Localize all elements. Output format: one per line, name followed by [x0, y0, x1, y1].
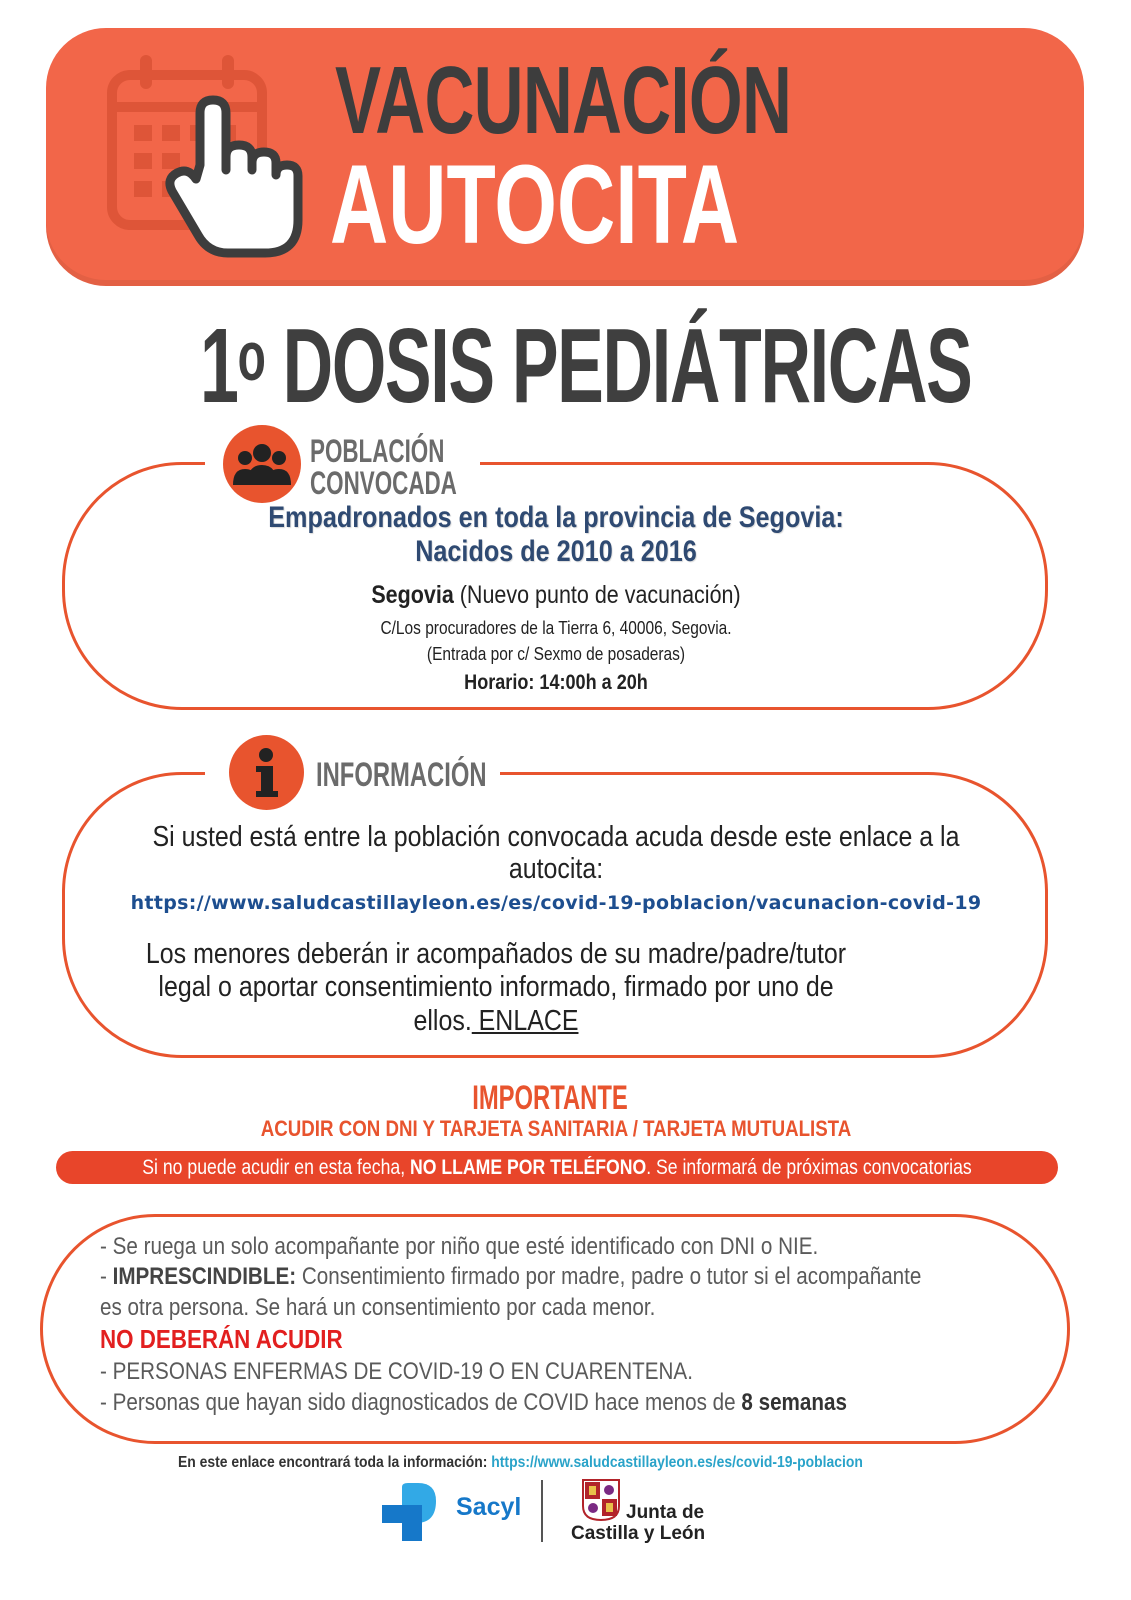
footer-text: En este enlace encontrará toda la información: [178, 1454, 492, 1471]
note-line-5-bold: 8 semanas [741, 1389, 847, 1416]
footer-link[interactable]: https://www.saludcastillayleon.es/es/covid-19-poblacion [491, 1454, 863, 1471]
importante-subtitle: ACUDIR CON DNI Y TARJETA SANITARIA / TARJETA MUTUALISTA [260, 1116, 852, 1141]
sacyl-logo-icon [380, 1483, 452, 1541]
poblacion-label-line1: POBLACIÓN [310, 433, 445, 469]
no-acudir-heading: NO DEBERÁN ACUDIR [100, 1324, 343, 1354]
people-icon [223, 425, 301, 503]
enlace-link[interactable]: ENLACE [471, 1005, 579, 1037]
poblacion-place [298, 580, 814, 610]
calendar-hand-icon [100, 45, 330, 260]
title-number: 1 [200, 307, 238, 425]
minors-line-2: legal o aportar consentimiento informado, firmado por uno de [158, 971, 834, 1003]
page-title [200, 296, 972, 425]
importante-title: IMPORTANTE [472, 1079, 628, 1117]
note-line-3: es otra persona. Se hará un consentimiento por cada menor. [100, 1294, 656, 1321]
note-line-5 [100, 1387, 847, 1418]
title-ordinal: o [237, 317, 265, 395]
place-note: (Nuevo punto de vacunación) [453, 581, 741, 609]
note-line-1: - Se ruega un solo acompañante por niño que esté identificado con DNI o NIE. [100, 1233, 819, 1260]
note-line-2-rest: Consentimiento firmado por madre, padre o tutor si el acompañante [296, 1263, 922, 1290]
poblacion-entrance: (Entrada por c/ Sexmo de posaderas) [426, 644, 686, 664]
note-line-2-bold: IMPRESCINDIBLE: [112, 1263, 297, 1290]
poblacion-label-line2: CONVOCADA [310, 465, 457, 501]
sacyl-logo-text: Sacyl [456, 1493, 522, 1521]
autocita-link[interactable]: https://www.saludcastillayleon.es/es/covid-19-poblacion/vacunacion-covid-19 [130, 892, 982, 914]
banner-title-autocita: AUTOCITA [330, 142, 740, 267]
logo-divider [541, 1480, 543, 1542]
note-line-2-prefix: - [100, 1263, 113, 1290]
place-bold: Segovia [371, 581, 454, 609]
bar-part-3: . Se informará de próximas convocatorias [646, 1156, 972, 1179]
poblacion-label [310, 435, 457, 499]
informacion-label: INFORMACIÓN [316, 756, 487, 794]
note-line-4: - PERSONAS ENFERMAS DE COVID-19 O EN CUARENTENA. [100, 1358, 693, 1385]
junta-shield-icon [581, 1478, 621, 1522]
bar-part-2: NO LLAME POR TELÉFONO [410, 1156, 647, 1179]
poblacion-schedule: Horario: 14:00h a 20h [464, 671, 648, 694]
minors-line-3 [143, 1004, 848, 1038]
info-line-1: Si usted está entre la población convocada acuda desde este enlace a la [152, 821, 960, 853]
junta-logo-line2: Castilla y León [571, 1523, 706, 1544]
footer-info [178, 1454, 863, 1472]
junta-logo-line1: Junta de [626, 1502, 705, 1523]
note-line-2 [100, 1261, 921, 1292]
title-text: DOSIS PEDIÁTRICAS [282, 307, 972, 425]
bar-part-1: Si no puede acudir en esta fecha, [142, 1156, 411, 1179]
minors-line-1: Los menores deberán ir acompañados de su madre/padre/tutor [145, 938, 847, 970]
no-llame-bar [56, 1151, 1058, 1184]
poblacion-heading-2: Nacidos de 2010 a 2016 [415, 535, 697, 568]
note-line-5-prefix: - Personas que hayan sido diagnosticados de COVID hace menos de [100, 1389, 742, 1416]
info-line-2: autocita: [508, 853, 604, 885]
poblacion-address: C/Los procuradores de la Tierra 6, 40006, Segovia. [380, 618, 732, 638]
minors-ellos: ellos. [413, 1005, 472, 1037]
info-icon [229, 735, 304, 810]
poblacion-heading-1: Empadronados en toda la provincia de Segovia: [268, 501, 844, 534]
banner-title-vacunacion: VACUNACIÓN [335, 47, 792, 154]
